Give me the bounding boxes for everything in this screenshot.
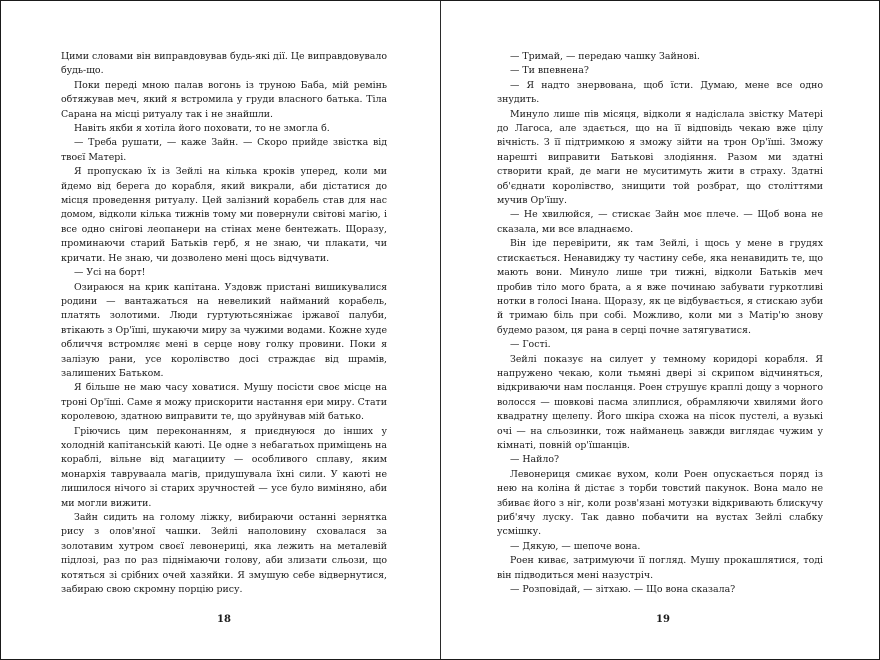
paragraph: Роен киває, затримуючи її погляд. Мушу прокашлятися, тоді він підводиться мені назустріч. xyxy=(497,555,823,581)
page-gutter xyxy=(440,1,441,659)
page-number-right: 19 xyxy=(656,614,670,625)
paragraph: Навіть якби я хотіла його поховати, то не змогла б. xyxy=(74,123,330,135)
paragraph: — Тримай, — передаю чашку Зайнові. xyxy=(510,51,700,62)
page-number-left: 18 xyxy=(217,614,231,625)
paragraph: Поки переді мною палав вогонь із труною Баба, мій ремінь обтяжував меч, який я встромила у груди власного батька. Тіла Сарана на місці ритуалу так і не знайшли. xyxy=(61,79,387,120)
paragraph: Гріючись цим переконанням, я приєднуюся до інших у холодній капітанській каюті. Це одне з небагатьох приміщень на кораблі, вільне від магацииту — особливого сплаву, яким монархія тавруваала магів, придушувала їхні сили. У каюті не лишилося нічого зі старих зручностей — усе було виміняно, аби ми могли вижити. xyxy=(61,425,387,509)
paragraph: Минуло лише пів місяця, відколи я надіслала звістку Матері до Лагоса, але здається, що на її відповідь чекаю вже цілу вічність. З її підтримкою я зможу зійти на трон Ор'їші. Зможу нарешті виправити Батькові злодіяння. Разом ми здатні створити край, де маги не муситимуть жити в страху. Здатні об'єднати королівство, знищити той розбрат, що століттями мучив Ор'їшу. xyxy=(497,108,823,207)
paragraph: Левонериця смикає вухом, коли Роен опускається поряд із нею на коліна й дістає з торби товстий пакунок. Вона мало не збиває його з ніг, коли розв'язані мотузки відкривають блискучу риб'ячу луску. Так давно побачити на вустах Зейлі слабку усмішку. xyxy=(497,468,823,538)
paragraph: — Найло? xyxy=(510,454,559,466)
paragraph: Зейлі показує на силует у темному коридорі корабля. Я напружено чекаю, коли тьмяні двері зі скрипом відчиняться, відкриваючи нам посланця. Роен струшує краплі дощу з чорного волосся — шовкові пасма злиплися, обрамляючи хвилями його квадратну щелепу. Його шкіра схожа на пісок пустелі, а вузькі очі — на сльозинки, тож найманець завжди виглядає чужим у кімнаті, повній ор'їшанців. xyxy=(497,353,823,451)
left-page-text xyxy=(61,50,387,597)
paragraph: Я більше не маю часу ховатися. Мушу посісти своє місце на троні Ор'їші. Саме я можу прискорити настання ери миру. Стати королевою, здатною виправити те, що зруйнував мій батько. xyxy=(61,382,387,423)
paragraph: — Не хвилюйся, — стискає Зайн моє плече. — Щоб вона не сказала, ми все владнаємо. xyxy=(497,209,823,235)
paragraph: Озираюся на крик капітана. Уздовж пристані вишикувалися родини — вантажаться на невеликий найманий корабель, платять золотими. Люди гуртуютьсяніжає іржавої палуби, втікають з Ор'їші, шукаючи миру за чужими водами. Кожне худе обличчя встромляє мені в серце нову голку провини. Поки я залізую рани, усе королівство досі страждає від шрамів, залишених Батьком. xyxy=(61,281,387,379)
paragraph: — Треба рушати, — каже Зайн. — Скоро прийде звістка від твоєї Матері. xyxy=(61,137,387,163)
right-page-text xyxy=(497,50,823,597)
paragraph: — Я надто знервована, щоб їсти. Думаю, мене все одно знудить. xyxy=(497,79,823,106)
paragraph: Я пропускаю їх із Зейлі на кілька кроків уперед, коли ми йдемо від берега до корабля, який викрали, аби дістатися до місця проведення ритуалу. Цей залізний корабель став для нас домом, відколи кілька тижнів тому ми повернули світові магію, і все одно снігові леопанери на стінах мене бентежать. Щоразу, проминаючи старий Батьків герб, я не знаю, чи плакати, чи кричати. Не знаю, чи дозволено мені щось відчувати. xyxy=(61,166,387,264)
paragraph: Він іде перевірити, як там Зейлі, і щось у мене в грудях стискається. Ненавиджу ту частину себе, яка ненавидить те, що мають вони. Минуло лише три тижні, відколи Батьків меч пробив тіло мого брата, а я вже починаю забувати гуркотливі нотки в голосі Інана. Щоразу, як це відбувається, я стискаю зуби й тримаю біль при собі. Можливо, коли ми з Матір'ю знову будемо разом, ця рана в серці почне затягуватися. xyxy=(497,238,823,336)
paragraph: — Ти впевнена? xyxy=(510,65,589,77)
paragraph: — Розповідай, — зітхаю. — Що вона сказала? xyxy=(510,584,736,596)
paragraph: — Дякую, — шепоче вона. xyxy=(510,540,641,552)
paragraph: — Усі на борт! xyxy=(74,267,146,279)
paragraph: Зайн сидить на голому ліжку, вибираючи останні зернятка рису з олов'яної чашки. Зейлі наполовину сховалася за золотавим хутром своєї левонериці, яка лежить на металевій підлозі, раз по раз піднімаючи голову, аби злизати сльози, що котяться зі срібних очей хазяйки. Я змушую себе відвернутися, забираю свою скромну порцію рису. xyxy=(61,512,387,596)
paragraph: — Гості. xyxy=(510,339,551,351)
paragraph: Цими словами він виправдовував будь-які дії. Це виправдовувало будь-що. xyxy=(61,51,387,77)
